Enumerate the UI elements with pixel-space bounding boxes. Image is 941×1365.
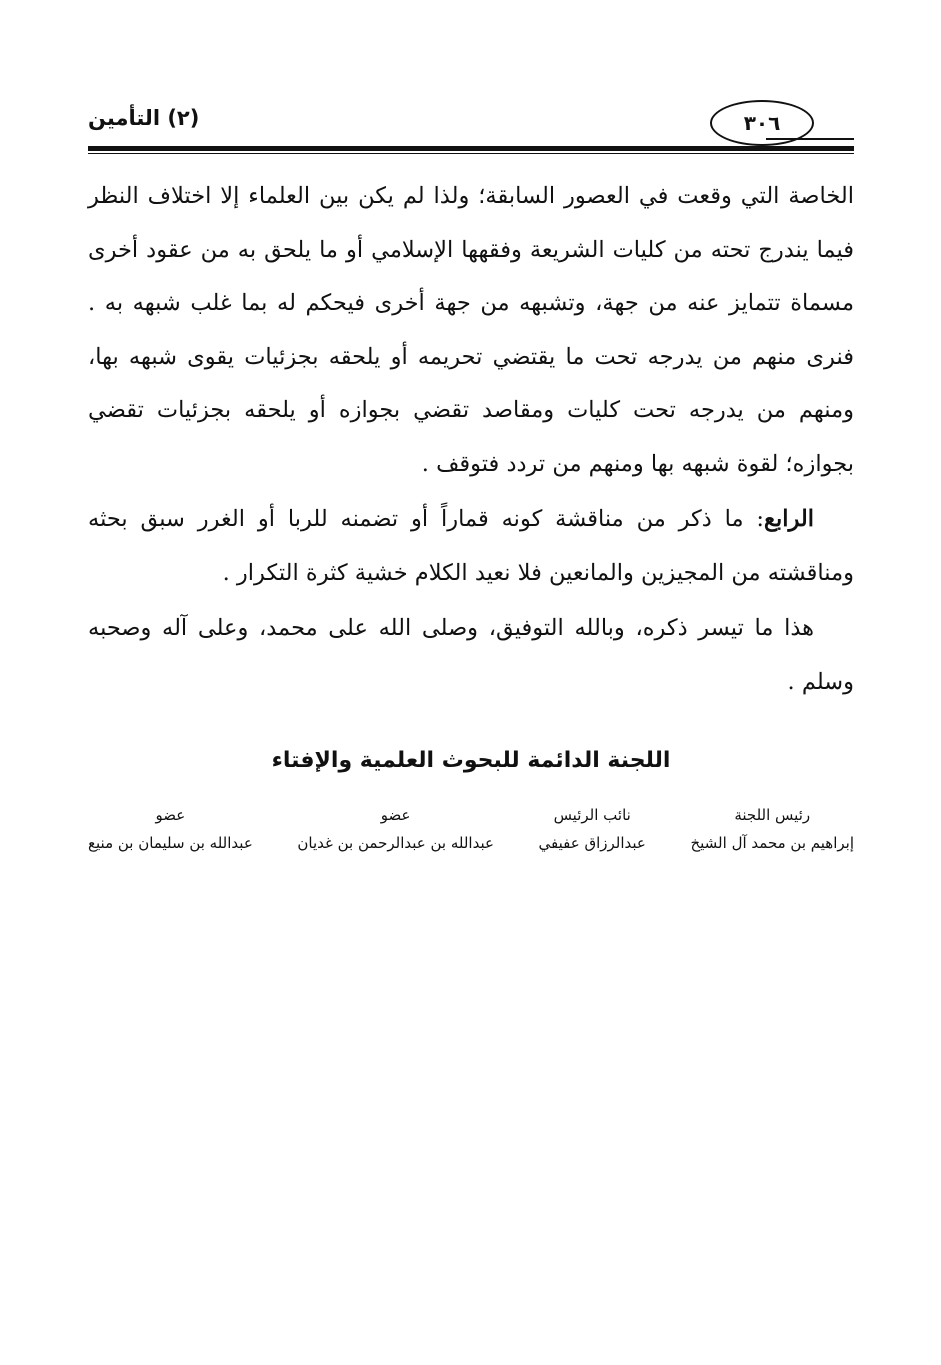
- signature-role: عضو: [155, 806, 186, 824]
- signature-member-1: [88, 806, 253, 876]
- signature-president: [690, 806, 854, 876]
- page-header: [88, 92, 854, 162]
- signatures: [88, 806, 854, 876]
- signature-role: رئيس اللجنة: [734, 806, 811, 824]
- header-thick-rule: [88, 146, 854, 151]
- signature-name: إبراهيم بن محمد آل الشيخ: [690, 834, 854, 852]
- signature-name: عبدالرزاق عفيفي: [538, 834, 646, 852]
- signature-member-2: [297, 806, 494, 876]
- paragraph-2: [88, 493, 854, 600]
- committee-title: اللجنة الدائمة للبحوث العلمية والإفتاء: [271, 748, 671, 773]
- page-number: ٣٠٦: [710, 100, 814, 146]
- signature-role: عضو: [380, 806, 411, 824]
- paragraph-3: [88, 602, 854, 709]
- paragraph-1-text: الخاصة التي وقعت في العصور السابقة؛ ولذا لم يكن بين العلماء إلا اختلاف النظر فيما يندرج تحته من كليات الشريعة وفقهها الإسلامي أو ما يلحق به من عقود أخرى مسماة تتمايز عنه من جهة، وتشبهه من جهة أخرى فيحكم له بما غلب شبهه به . فنرى منهم من يدرجه تحت ما يقتضي تحريمه أو يلحقه بجزئيات يقوى شبهه بها، ومنهم من يدرجه تحت كليات ومقاصد تقضي بجوازه أو يلحقه بجزئيات تقضي بجوازه؛ لقوة شبهه بها ومنهم من تردد فتوقف .: [88, 183, 854, 477]
- body-text: [88, 170, 854, 709]
- paragraph-2-text: : ما ذكر من مناقشة كونه قماراً أو تضمنه للربا أو الغرر سبق بحثه ومناقشته من المجيزين والمانعين فلا نعيد الكلام خشية كثرة التكرار .: [88, 506, 854, 586]
- header-thin-rule: [766, 138, 854, 140]
- paragraph-1: [88, 170, 854, 491]
- signature-role: نائب الرئيس: [553, 806, 631, 824]
- paragraph-3-text: هذا ما تيسر ذكره، وبالله التوفيق، وصلى الله على محمد، وعلى آله وصحبه وسلم .: [88, 615, 854, 695]
- header-under-rule: [88, 153, 854, 154]
- signature-vice-president: [539, 806, 646, 876]
- signature-name: عبدالله بن سليمان بن منيع: [88, 834, 253, 852]
- running-title: (٢) التأمين: [88, 106, 200, 130]
- paragraph-2-lead: الرابع: [763, 506, 814, 532]
- signature-name: عبدالله بن عبدالرحمن بن غديان: [297, 834, 494, 852]
